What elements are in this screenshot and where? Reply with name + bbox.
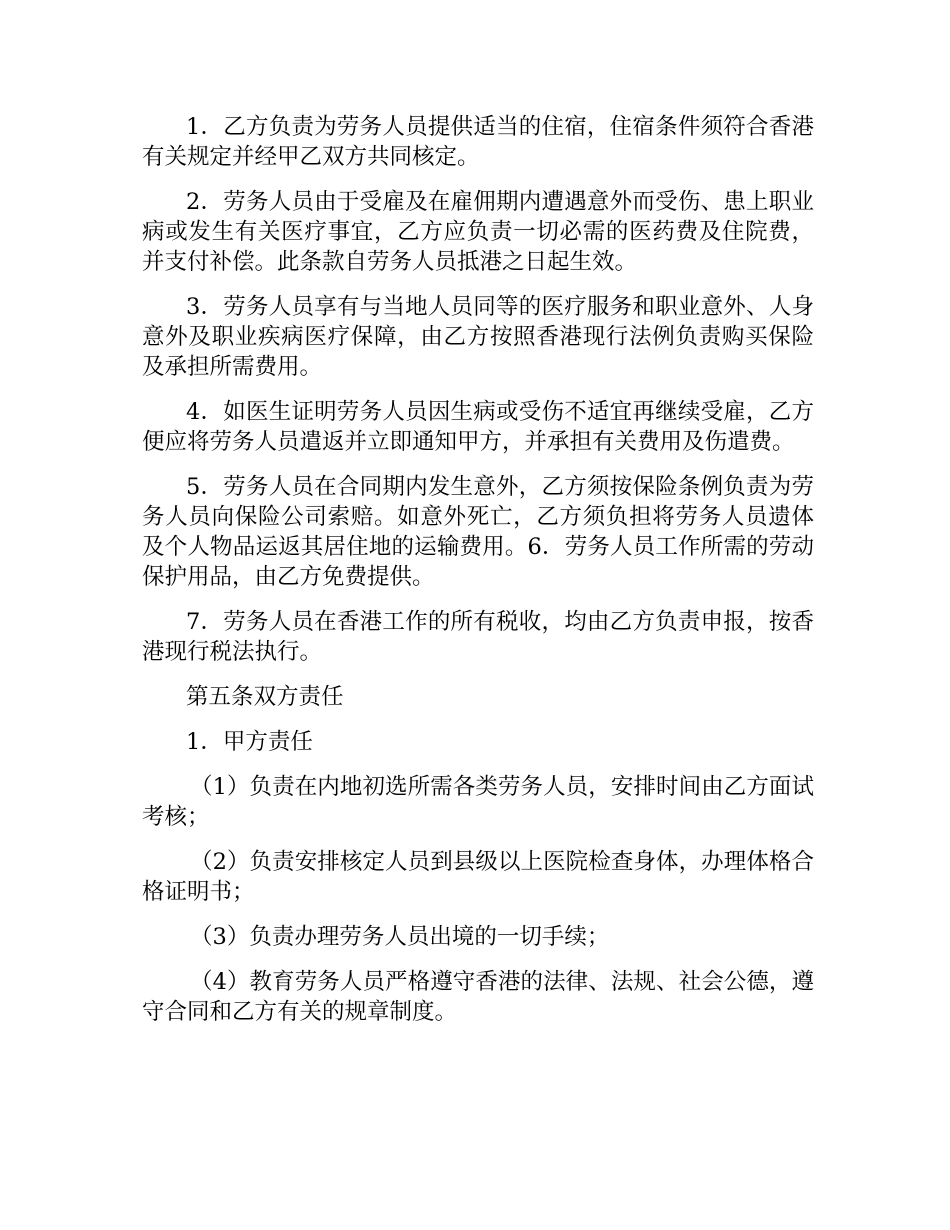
duty-item-4: （4）教育劳务人员严格遵守香港的法律、法规、社会公德，遵守合同和乙方有关的规章制度。 [142,969,814,1025]
section-heading-party-a: 1．甲方责任 [186,729,313,755]
clause-accommodation: 1．乙方负责为劳务人员提供适当的住宿，住宿条件须符合香港有关规定并经甲乙双方共同核定。 [142,114,814,170]
duty-item-3: （3）负责办理劳务人员出境的一切手续； [190,924,610,950]
clause-accident-claim: 5．劳务人员在合同期内发生意外，乙方须按保险条例负责为劳务人员向保险公司索赔。如意外死亡，乙方须负担将劳务人员遗体及个人物品运返其居住地的运输费用。6．劳务人员工作所需的劳动保护用品，由乙方免费提供。 [142,474,814,590]
duty-item-2: （2）负责安排核定人员到县级以上医院检查身体，办理体格合格证明书； [142,849,814,905]
clause-injury-medical: 2．劳务人员由于受雇及在雇佣期内遭遇意外而受伤、患上职业病或发生有关医疗事宜，乙方应负责一切必需的医药费及住院费，并支付补偿。此条款自劳务人员抵港之日起生效。 [142,189,814,275]
article-heading: 第五条双方责任 [186,684,344,710]
duty-item-1: （1）负责在内地初选所需各类劳务人员，安排时间由乙方面试考核； [142,774,814,830]
clause-repatriation: 4．如医生证明劳务人员因生病或受伤不适宜再继续受雇，乙方便应将劳务人员遣返并立即通知甲方，并承担有关费用及伤遣费。 [142,399,814,455]
clause-tax: 7．劳务人员在香港工作的所有税收，均由乙方负责申报，按香港现行税法执行。 [142,609,814,665]
clause-insurance: 3．劳务人员享有与当地人员同等的医疗服务和职业意外、人身意外及职业疾病医疗保障，由乙方按照香港现行法例负责购买保险及承担所需费用。 [142,294,814,380]
document-page [142,112,814,1042]
